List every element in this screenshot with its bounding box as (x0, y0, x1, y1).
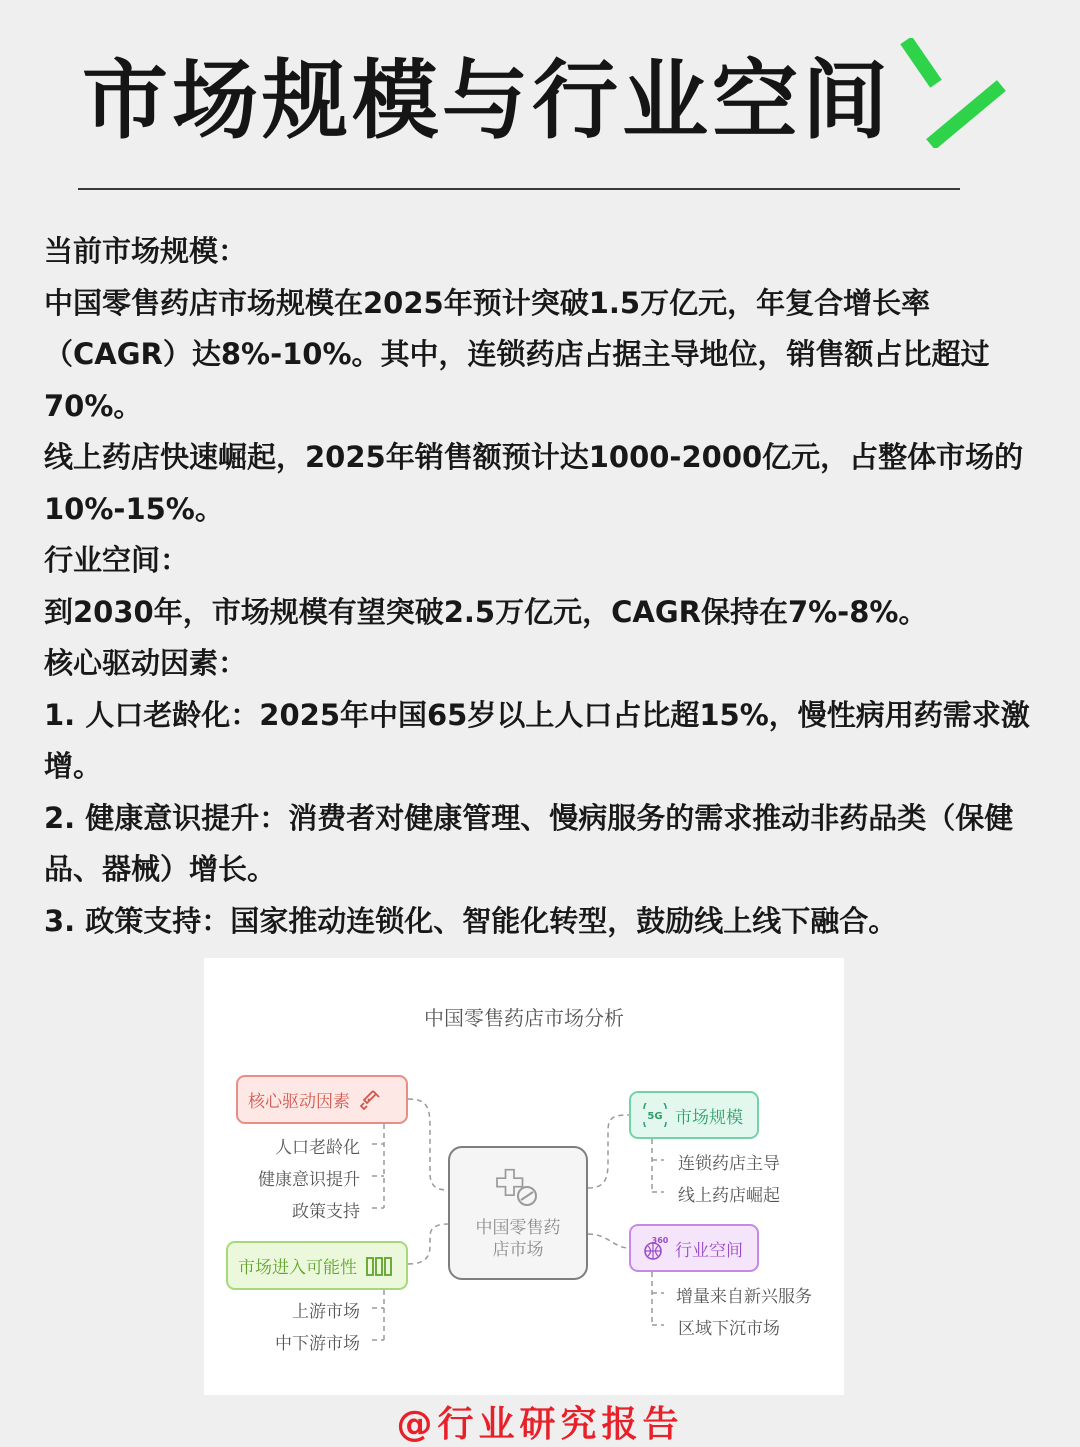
leaf-lower-tier-markets: 区域下沉市场 (678, 1319, 780, 1339)
article-body (44, 226, 1034, 947)
driver-item-3: 3. 政策支持：国家推动连锁化、智能化转型，鼓励线上线下融合。 (44, 903, 898, 938)
node-core-drivers-label: 核心驱动因素 (248, 1092, 350, 1112)
leaf-mid-downstream: 中下游市场 (275, 1334, 360, 1354)
leaf-upstream: 上游市场 (292, 1302, 360, 1322)
leaf-health-awareness: 健康意识提升 (258, 1170, 360, 1190)
node-center (448, 1146, 588, 1280)
leaf-chain-dominant: 连锁药店主导 (678, 1154, 780, 1174)
bar-chart-icon (365, 1254, 393, 1278)
5g-signal-icon (641, 1103, 669, 1127)
current-scale-heading: 当前市场规模： (44, 234, 248, 268)
node-market-entry-label: 市场进入可能性 (238, 1258, 357, 1278)
driver-item-2: 2. 健康意识提升：消费者对健康管理、慢病服务的需求推动非药品类（保健品、器械）增长。 (44, 800, 1014, 886)
360-globe-icon (641, 1235, 669, 1261)
page-title: 市场规模与行业空间 (82, 51, 892, 151)
node-center-label: 中国零售药店市场 (475, 1217, 561, 1260)
5g-icon-text: 5G (647, 1111, 663, 1122)
node-industry-space (629, 1224, 759, 1272)
mindmap-title: 中国零售药店市场分析 (424, 1006, 624, 1030)
industry-space-heading: 行业空间： (44, 543, 190, 577)
mindmap-figure (204, 958, 844, 1395)
current-scale-paragraph-1: 中国零售药店市场规模在2025年预计突破1.5万亿元，年复合增长率（CAGR）达8%-10%。其中，连锁药店占据主导地位，销售额占比超过70%。 (44, 285, 990, 423)
drivers-heading: 核心驱动因素： (44, 646, 248, 680)
360-icon-text: 360 (651, 1236, 669, 1245)
footer-watermark: @行业研究报告 (396, 1404, 684, 1445)
syringe-icon (358, 1088, 382, 1112)
node-market-scale (629, 1091, 759, 1139)
node-industry-space-label: 行业空间 (675, 1240, 743, 1261)
leaf-emerging-services: 增量来自新兴服务 (676, 1287, 812, 1307)
node-core-drivers (236, 1075, 408, 1124)
leaf-aging: 人口老龄化 (275, 1138, 360, 1158)
accent-slash-icon (896, 38, 1006, 148)
industry-space-paragraph: 到2030年，市场规模有望突破2.5万亿元，CAGR保持在7%-8%。 (44, 594, 928, 629)
leaf-online-rise: 线上药店崛起 (678, 1186, 780, 1206)
node-market-entry (226, 1241, 408, 1290)
node-market-scale-label: 市场规模 (675, 1107, 743, 1128)
pill-cross-icon (495, 1166, 541, 1215)
current-scale-paragraph-2: 线上药店快速崛起，2025年销售额预计达1000-2000亿元，占整体市场的10%-15%。 (44, 440, 1024, 526)
driver-item-1: 1. 人口老龄化：2025年中国65岁以上人口占比超15%，慢性病用药需求激增。 (44, 697, 1030, 783)
title-divider (78, 188, 960, 190)
leaf-policy-support: 政策支持 (292, 1202, 360, 1222)
